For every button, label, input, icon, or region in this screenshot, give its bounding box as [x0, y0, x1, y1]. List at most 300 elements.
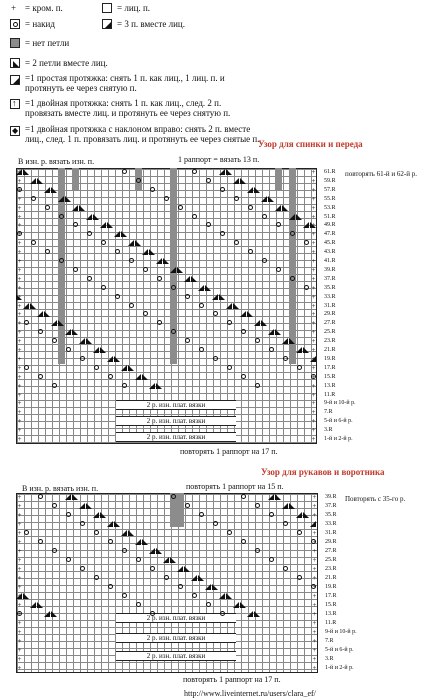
decrease-mark [261, 196, 267, 202]
row-label: 15.R [325, 602, 337, 608]
row-label: 13.R [325, 611, 337, 617]
yarn-over-mark [220, 611, 225, 616]
decrease-mark [254, 320, 260, 326]
row-label: 25.R [325, 557, 337, 563]
edge-stitch-mark: + [17, 628, 22, 636]
yarn-over-mark [185, 503, 190, 508]
edge-stitch-mark: + [312, 493, 317, 501]
yarn-over-mark [255, 383, 260, 388]
edge-stitch-mark: + [17, 583, 22, 591]
edge-stitch-mark: + [312, 583, 317, 591]
yarn-over-mark [213, 521, 218, 526]
row-label: 47.R [324, 231, 336, 238]
decrease-mark [107, 222, 113, 228]
watermark: http://www.liveinternet.ru/users/clara_ef/ [184, 689, 316, 698]
yarn-over-mark [150, 611, 155, 616]
yarn-over-mark [143, 267, 148, 272]
decrease-mark [65, 329, 71, 335]
edge-stitch-mark: + [17, 185, 22, 194]
decrease-mark [142, 249, 148, 255]
edge-stitch-mark: + [312, 511, 317, 519]
row-label: 7.R [325, 638, 334, 644]
decrease-mark [135, 240, 141, 246]
garter-band: 2 р. изн. плат. вязки [116, 432, 236, 442]
garter-band: 2 р. изн. плат. вязки [116, 613, 236, 623]
chart1-rapport: 1 раппорт = вязать 13 п. [178, 155, 260, 164]
garter-band: 2 р. изн. плат. вязки [116, 416, 236, 426]
row-label: 23.R [324, 338, 336, 345]
decrease-mark [212, 584, 218, 590]
edge-stitch-mark: + [312, 520, 317, 528]
decrease-mark [226, 593, 232, 599]
decrease-mark [303, 347, 309, 353]
edge-stitch-mark: + [311, 319, 316, 328]
row-label: 9-й и 10-й р. [325, 629, 357, 635]
yarn-over-mark [136, 178, 141, 183]
yarn-over-mark [52, 383, 57, 388]
row-label: 35.R [325, 512, 337, 518]
decrease-mark [121, 530, 127, 536]
chart2-grid [16, 493, 318, 673]
yarn-over-mark [199, 303, 204, 308]
yarn-over-mark [220, 187, 225, 192]
decrease-mark [44, 611, 50, 617]
row-label: 59.R [324, 177, 336, 184]
edge-stitch-mark: + [17, 194, 22, 203]
yarn-over-mark [297, 530, 302, 535]
edge-stitch-mark: + [311, 230, 316, 239]
row-label: 29.R [325, 539, 337, 545]
decrease-mark [212, 294, 218, 300]
row-label: 27.R [325, 548, 337, 554]
row-label: 53.R [324, 204, 336, 211]
row-label: 27.R [324, 320, 336, 327]
yarn-over-mark [283, 521, 288, 526]
decrease-mark [219, 169, 225, 175]
decrease-mark [296, 512, 302, 518]
row-label: 3.R [325, 656, 334, 662]
yarn-over-mark [276, 267, 281, 272]
decrease-mark [135, 539, 141, 545]
decrease-mark [72, 329, 78, 335]
edge-stitch-mark: + [17, 265, 22, 274]
edge-stitch-mark: + [312, 637, 317, 645]
decrease-mark [226, 169, 232, 175]
decrease-mark [44, 187, 50, 193]
edge-stitch-mark: + [17, 390, 22, 399]
decrease-mark [142, 374, 148, 380]
decrease-mark [205, 584, 211, 590]
yarn-over-mark [227, 365, 232, 370]
yarn-over-mark [290, 276, 295, 281]
edge-stitch-mark: + [17, 426, 22, 435]
edge-stitch-mark: + [17, 203, 22, 212]
edge-stitch-mark: + [17, 610, 22, 618]
decrease-mark [44, 311, 50, 317]
legend-double-skp-right: =1 двойная протяжка с наклоном вправо: снять 2 п. вместе лиц., след. 1 п. провязать лиц. и протянуть ее через снятые п. [25, 124, 260, 144]
edge-stitch-mark: + [17, 538, 22, 546]
row-label: 1-й и 2-й р. [324, 436, 353, 443]
decrease-mark [156, 383, 162, 389]
edge-stitch-mark: + [311, 248, 316, 257]
yarn-over-mark [80, 566, 85, 571]
decrease-mark [289, 214, 295, 220]
no-stitch-column [72, 168, 79, 190]
yarn-over-mark [108, 584, 113, 589]
yarn-over-mark [192, 593, 197, 598]
yarn-over-mark [192, 214, 197, 219]
edge-stitch-mark: + [311, 310, 316, 319]
decrease-mark [128, 240, 134, 246]
yarn-over-symbol [10, 19, 20, 29]
edge-stitch-mark: + [17, 248, 22, 257]
edge-stitch-mark: + [17, 493, 22, 501]
yarn-over-mark [38, 374, 43, 379]
edge-stitch-mark: + [311, 176, 316, 185]
decrease-mark [275, 494, 281, 500]
yarn-over-mark [122, 383, 127, 388]
edge-stitch-mark: + [311, 221, 316, 230]
row-label: 37.R [325, 503, 337, 509]
yarn-over-mark [80, 356, 85, 361]
decrease-mark [30, 303, 36, 309]
edge-stitch-mark: + [311, 328, 316, 337]
edge-stitch-mark: + [311, 265, 316, 274]
decrease-mark [184, 566, 190, 572]
edge-stitch-mark: + [311, 194, 316, 203]
decrease-mark [177, 267, 183, 273]
edge-stitch-mark: + [311, 435, 316, 444]
yarn-over-mark [185, 294, 190, 299]
row-label: 33.R [324, 293, 336, 300]
row-label: 9-й и 10-й р. [324, 400, 356, 407]
edge-stitch-mark: + [17, 637, 22, 645]
edge-stitch-mark: + [311, 346, 316, 355]
decrease-mark [58, 320, 64, 326]
row-label: 31.R [324, 302, 336, 309]
edge-stitch-mark: + [17, 547, 22, 555]
legend-k3tog: = 3 п. вместе лиц. [117, 19, 185, 29]
edge-stitch-mark: + [17, 239, 22, 248]
row-label: 17.R [325, 593, 337, 599]
decrease-mark [233, 602, 239, 608]
decrease-mark [86, 503, 92, 509]
yarn-over-mark [269, 557, 274, 562]
row-label: 7.R [324, 409, 333, 416]
decrease-mark [282, 205, 288, 211]
edge-stitch-mark: + [17, 221, 22, 230]
edge-stitch-mark: + [311, 257, 316, 266]
yarn-over-mark [52, 503, 57, 508]
row-label: 15.R [324, 373, 336, 380]
edge-stitch-mark: + [17, 417, 22, 426]
chart2-title: Узор для рукавов и воротника [261, 467, 385, 477]
edge-stitch-mark: + [311, 381, 316, 390]
edge-stitch-mark: + [311, 212, 316, 221]
decrease-mark [254, 611, 260, 617]
yarn-over-mark [283, 356, 288, 361]
edge-stitch-mark: + [311, 426, 316, 435]
chart1-repeat-note: повторять 61-й и 62-й р. [345, 170, 417, 178]
row-label: 39.R [324, 266, 336, 273]
decrease-mark [65, 494, 71, 500]
edge-stitch-mark: + [312, 655, 317, 663]
row-label: 13.R [324, 382, 336, 389]
yarn-over-mark [297, 365, 302, 370]
decrease-mark [247, 611, 253, 617]
legend-k2tog: = 2 петли вместе лиц. [25, 58, 108, 68]
yarn-over-mark [73, 267, 78, 272]
decrease-mark [156, 548, 162, 554]
decrease-mark [30, 602, 36, 608]
decrease-mark [107, 521, 113, 527]
row-label: 43.R [324, 249, 336, 256]
row-label: 35.R [324, 284, 336, 291]
chart2-bottom: повторять 1 раппорт на 17 п. [183, 675, 281, 684]
decrease-mark [156, 258, 162, 264]
edge-stitch-mark: + [17, 301, 22, 310]
yarn-over-mark [129, 258, 134, 263]
row-label: 19.R [325, 584, 337, 590]
edge-stitch-mark: + [17, 529, 22, 537]
row-label: 3.R [324, 427, 333, 434]
yarn-over-mark [59, 258, 64, 263]
skp-symbol [10, 75, 20, 85]
decrease-mark [86, 338, 92, 344]
yarn-over-mark [87, 276, 92, 281]
decrease-mark [289, 503, 295, 509]
decrease-mark [233, 178, 239, 184]
yarn-over-mark [136, 602, 141, 607]
yarn-over-mark [94, 575, 99, 580]
edge-stitch-mark: + [311, 363, 316, 372]
edge-stitch-mark: + [17, 619, 22, 627]
yarn-over-mark [122, 593, 127, 598]
row-label: 21.R [324, 347, 336, 354]
decrease-mark [79, 205, 85, 211]
yarn-over-mark [241, 374, 246, 379]
decrease-mark [282, 338, 288, 344]
edge-stitch-mark: + [17, 565, 22, 573]
edge-stitch-mark: + [311, 185, 316, 194]
decrease-mark [142, 539, 148, 545]
edge-stitch-mark: + [17, 354, 22, 363]
row-label: 11.R [324, 391, 336, 398]
edge-stitch-mark: + [311, 168, 316, 176]
yarn-over-mark [31, 196, 36, 201]
yarn-over-mark [199, 512, 204, 517]
decrease-mark [23, 303, 29, 309]
decrease-mark [226, 303, 232, 309]
edge-stitch-mark: + [311, 408, 316, 417]
edge-stitch-mark: + [311, 283, 316, 292]
decrease-mark [198, 285, 204, 291]
edge-stitch-mark: + [312, 628, 317, 636]
edge-stitch-mark: + [17, 283, 22, 292]
yarn-over-mark [178, 205, 183, 210]
edge-stitch-mark: + [17, 372, 22, 381]
decrease-mark [261, 320, 267, 326]
decrease-mark [205, 285, 211, 291]
edge-stitch-mark: + [17, 601, 22, 609]
yarn-over-mark [283, 566, 288, 571]
yarn-over-mark [171, 285, 176, 290]
edge-stitch-mark: + [17, 592, 22, 600]
chart1-title: Узор для спинки и переда [258, 139, 363, 149]
decrease-mark [114, 356, 120, 362]
decrease-mark [23, 593, 29, 599]
yarn-over-mark [255, 503, 260, 508]
edge-stitch-mark: + [17, 230, 22, 239]
yarn-over-mark [297, 575, 302, 580]
edge-stitch-symbol: + [11, 3, 17, 13]
decrease-mark [23, 169, 29, 175]
edge-stitch-mark: + [17, 319, 22, 328]
decrease-mark [303, 512, 309, 518]
row-label: 31.R [325, 530, 337, 536]
decrease-mark [93, 512, 99, 518]
row-label: 21.R [325, 575, 337, 581]
edge-stitch-mark: + [17, 176, 22, 185]
edge-stitch-mark: + [17, 212, 22, 221]
yarn-over-mark [164, 196, 169, 201]
edge-stitch-mark: + [17, 574, 22, 582]
decrease-mark [65, 196, 71, 202]
decrease-mark [191, 276, 197, 282]
decrease-mark [240, 178, 246, 184]
yarn-over-mark [241, 494, 246, 499]
no-stitch-column [289, 168, 296, 364]
chart1-bottom: повторять 1 раппорт на 17 п. [180, 447, 278, 456]
decrease-mark [79, 338, 85, 344]
row-label: 39.R [325, 494, 337, 500]
decrease-mark [303, 222, 309, 228]
edge-stitch-mark: + [312, 529, 317, 537]
yarn-over-mark [171, 494, 176, 499]
decrease-mark [93, 347, 99, 353]
edge-stitch-mark: + [17, 381, 22, 390]
decrease-mark [58, 196, 64, 202]
edge-stitch-mark: + [17, 328, 22, 337]
edge-stitch-mark: + [17, 511, 22, 519]
yarn-over-mark [157, 276, 162, 281]
yarn-over-mark [108, 539, 113, 544]
edge-stitch-mark: + [312, 574, 317, 582]
chart2-repeat-note: Повторять с 35-го р. [345, 495, 406, 503]
yarn-over-mark [38, 539, 43, 544]
legend-no-stitch: = нет петли [25, 38, 70, 48]
yarn-over-mark [101, 285, 106, 290]
yarn-over-mark [45, 205, 50, 210]
yarn-over-mark [38, 494, 43, 499]
yarn-over-mark [241, 539, 246, 544]
decrease-mark [51, 611, 57, 617]
edge-stitch-mark: + [17, 646, 22, 654]
row-label: 45.R [324, 240, 336, 247]
yarn-over-mark [304, 285, 309, 290]
decrease-mark [247, 311, 253, 317]
decrease-mark [170, 557, 176, 563]
edge-stitch-mark: + [17, 363, 22, 372]
edge-stitch-mark: + [17, 310, 22, 319]
row-label: 49.R [324, 222, 336, 229]
edge-stitch-mark: + [311, 337, 316, 346]
decrease-mark [86, 214, 92, 220]
decrease-mark [121, 365, 127, 371]
yarn-over-mark [24, 530, 29, 535]
row-label: 51.R [324, 213, 336, 220]
decrease-mark [191, 575, 197, 581]
edge-stitch-mark: + [17, 502, 22, 510]
edge-stitch-mark: + [311, 372, 316, 381]
edge-stitch-mark: + [17, 655, 22, 663]
decrease-mark [240, 602, 246, 608]
decrease-mark [114, 521, 120, 527]
decrease-mark [100, 222, 106, 228]
edge-stitch-mark: + [311, 239, 316, 248]
edge-stitch-mark: + [311, 292, 316, 301]
double-skp-symbol: ↑ [10, 99, 20, 109]
yarn-over-mark [129, 303, 134, 308]
edge-stitch-mark: + [311, 417, 316, 426]
edge-stitch-mark: + [17, 520, 22, 528]
decrease-mark [170, 267, 176, 273]
edge-stitch-mark: + [17, 399, 22, 408]
decrease-mark [296, 214, 302, 220]
yarn-over-mark [94, 365, 99, 370]
row-label: 25.R [324, 329, 336, 336]
row-label: 19.R [324, 355, 336, 362]
chart2-rapport: повторять 1 раппорт на 15 п. [186, 482, 284, 491]
decrease-mark [107, 356, 113, 362]
edge-stitch-mark: + [311, 354, 316, 363]
edge-stitch-mark: + [17, 274, 22, 283]
chart2-note: В изн. р. вязать изн. п. [22, 484, 99, 493]
decrease-mark [219, 294, 225, 300]
chart1-note: В изн. р. вязать изн. п. [18, 157, 95, 166]
edge-stitch-mark: + [17, 556, 22, 564]
edge-stitch-mark: + [311, 203, 316, 212]
edge-stitch-mark: + [311, 399, 316, 408]
edge-stitch-mark: + [17, 257, 22, 266]
yarn-over-mark [59, 214, 64, 219]
garter-band: 2 р. изн. плат. вязки [116, 633, 236, 643]
yarn-over-mark [66, 557, 71, 562]
yarn-over-mark [164, 575, 169, 580]
yarn-over-mark [150, 187, 155, 192]
edge-stitch-mark: + [312, 565, 317, 573]
edge-stitch-mark: + [17, 346, 22, 355]
yarn-over-mark [206, 178, 211, 183]
decrease-mark [268, 196, 274, 202]
decrease-mark [121, 231, 127, 237]
decrease-mark [149, 548, 155, 554]
yarn-over-mark [255, 548, 260, 553]
decrease-mark [128, 530, 134, 536]
decrease-mark [114, 231, 120, 237]
yarn-over-mark [192, 169, 197, 174]
edge-stitch-mark: + [312, 601, 317, 609]
decrease-mark [289, 338, 295, 344]
row-label: 11.R [325, 620, 337, 626]
edge-stitch-mark: + [17, 435, 22, 444]
no-stitch-symbol [10, 38, 20, 48]
decrease-mark [240, 311, 246, 317]
k3tog-symbol [102, 19, 112, 29]
decrease-mark [79, 503, 85, 509]
decrease-mark [219, 593, 225, 599]
row-label: 1-й и 2-й р. [325, 665, 354, 671]
